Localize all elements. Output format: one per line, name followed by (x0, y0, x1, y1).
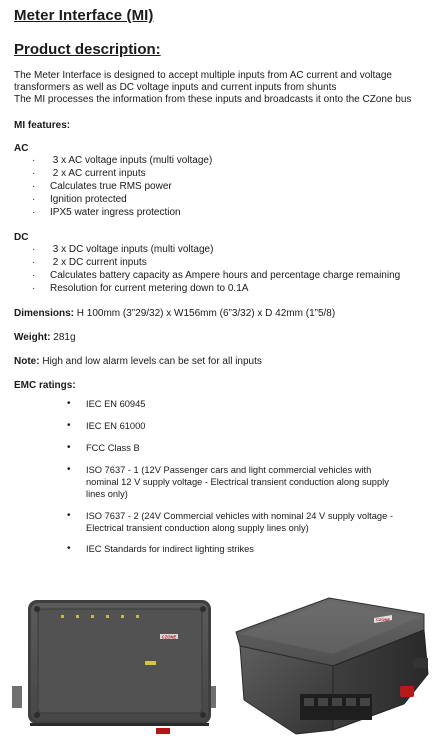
product-images (0, 594, 446, 737)
dc-heading: DC (14, 232, 29, 243)
dimensions-label: Dimensions: (14, 308, 75, 319)
dimensions-line (14, 308, 335, 320)
dc-feature-item: · Resolution for current metering down to 0.1A (32, 283, 249, 294)
section-heading-product-description: Product description: (14, 41, 161, 58)
product-logo-text-front: CZONE (161, 634, 177, 640)
bullet-icon: · (32, 181, 36, 192)
bullet-icon: · (32, 155, 36, 166)
bullet-icon: • (67, 510, 71, 521)
note-line (14, 356, 262, 368)
description-line-2: transformers as well as DC voltage inputs and current inputs from shunts (14, 82, 337, 93)
product-logo-text-3d: CZONE (376, 617, 390, 622)
weight-value: 281g (50, 332, 76, 343)
bullet-icon: · (32, 283, 36, 294)
bullet-icon: · (32, 207, 36, 218)
bullet-icon: · (32, 270, 36, 281)
document-page: Meter Interface (MI) Product description: The Meter Interface is designed to accept multiple inputs from AC current and voltage transformers as well as DC voltage inputs and current inputs from shunts The MI processes the information from these inputs and broadcasts it onto the CZone bus MI features: AC · 3 x AC voltage inputs (multi voltage) · 2 x AC current inputs · Calculates true RMS power · Ignition protected · IPX5 water ingress protection DC · 3 x DC voltage inputs (multi voltage) · 2 x DC current inputs · Calculates battery capacity as Ampere hours and percentage charge remaining · Resolution for current metering down to 0.1A Dimensions: H 100mm (3”29/32) x W156mm (6”3/32) x D 42mm (1”5/8) Weight: 281g Note: High and low alarm levels can be set for all inputs EMC ratings: • IEC EN 60945 • IEC EN 61000 • FCC Class B • ISO 7637 - 1 (12V Passenger cars and light commercial vehicles with nominal 12 V supply voltage - Electrical transient conduction along supply lines only) • ISO 7637 - 2 (24V Commercial vehicles with nominal 24 V supply voltage - Electrical transient conduction along supply lines only) • IEC Standards for indirect lighting strikes CZONE CZONE (0, 0, 446, 737)
ac-feature-item: · Ignition protected (32, 194, 127, 205)
meter-interface-front-photo (12, 600, 216, 734)
description-line-3: The MI processes the information from these inputs and broadcasts it onto the CZone bus (14, 94, 412, 105)
dc-feature-item: · 2 x DC current inputs (32, 257, 147, 268)
ac-heading: AC (14, 143, 29, 154)
ac-feature-item: · IPX5 water ingress protection (32, 207, 181, 218)
ac-feature-item: · Calculates true RMS power (32, 181, 172, 192)
ac-feature-item: · 3 x AC voltage inputs (multi voltage) (32, 155, 213, 166)
description-line-1: The Meter Interface is designed to accept multiple inputs from AC current and voltage (14, 70, 392, 81)
weight-line (14, 332, 76, 344)
product-photos-svg (0, 594, 446, 737)
bullet-icon: • (67, 442, 71, 453)
dimensions-value: H 100mm (3”29/32) x W156mm (6”3/32) x D 42mm (1”5/8) (74, 308, 336, 319)
bullet-icon: • (67, 398, 71, 409)
note-label: Note: (14, 356, 40, 367)
bullet-icon: · (32, 244, 36, 255)
ac-feature-item: · 2 x AC current inputs (32, 168, 146, 179)
dc-feature-item: · Calculates battery capacity as Ampere hours and percentage charge remaining (32, 270, 401, 281)
bullet-icon: • (67, 420, 71, 431)
note-value: High and low alarm levels can be set for all inputs (39, 356, 262, 367)
page-title: Meter Interface (MI) (14, 7, 154, 24)
dc-feature-item: · 3 x DC voltage inputs (multi voltage) (32, 244, 214, 255)
weight-label: Weight: (14, 332, 51, 343)
meter-interface-3d-photo (236, 598, 428, 734)
bullet-icon: · (32, 194, 36, 205)
emc-heading: EMC ratings: (14, 380, 76, 391)
bullet-icon: • (67, 464, 71, 475)
features-heading: MI features: (14, 120, 71, 131)
bullet-icon: • (67, 543, 71, 554)
bullet-icon: · (32, 168, 36, 179)
bullet-icon: · (32, 257, 36, 268)
